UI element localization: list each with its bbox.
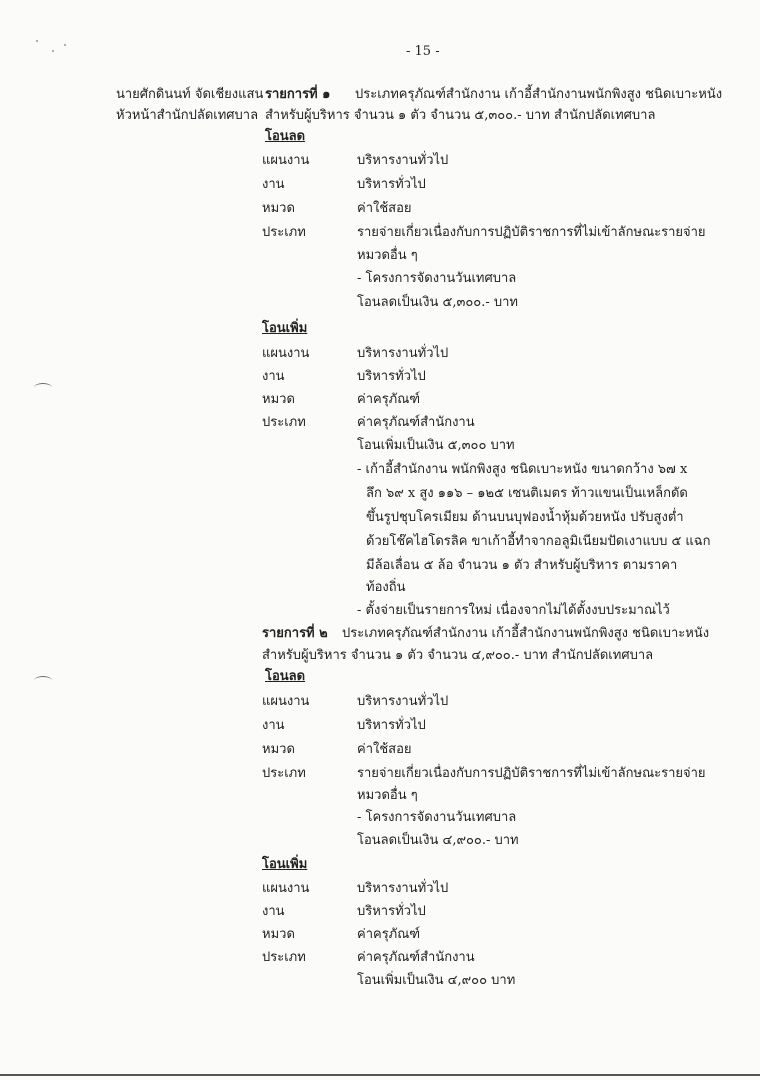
field-value: บริหารงานทั่วไป bbox=[357, 881, 449, 896]
add-amount: โอนเพิ่มเป็นเงิน ๔,๙๐๐ บาท bbox=[357, 973, 516, 988]
field-value: ค่าครุภัณฑ์ bbox=[357, 392, 421, 407]
field-value: ค่าครุภัณฑ์สำนักงาน bbox=[357, 415, 475, 430]
field-value: บริหารทั่วไป bbox=[357, 177, 426, 192]
field-value: ค่าใช้สอย bbox=[357, 201, 412, 216]
signer-name: นายศักดินนท์ จัดเชียงแสน bbox=[116, 87, 264, 102]
field-value: บริหารทั่วไป bbox=[357, 904, 426, 919]
item-description: ประเภทครุภัณฑ์สำนักงาน เก้าอี้สำนักงานพนักพิงสูง ชนิดเบาะหนัง bbox=[342, 626, 710, 641]
field-label: งาน bbox=[262, 718, 285, 733]
field-label: แผนงาน bbox=[262, 153, 310, 168]
field-value: ค่าครุภัณฑ์สำนักงาน bbox=[357, 950, 475, 965]
transfer-add-title: โอนเพิ่ม bbox=[262, 321, 308, 336]
field-label: หมวด bbox=[262, 392, 295, 407]
item-spec-line: - เก้าอี้สำนักงาน พนักพิงสูง ชนิดเบาะหนัง ขนาดกว้าง ๖๗ x bbox=[357, 462, 688, 477]
field-label: แผนงาน bbox=[262, 881, 310, 896]
cut-amount: โอนลดเป็นเงิน ๔,๙๐๐.- บาท bbox=[357, 833, 519, 848]
field-label: งาน bbox=[262, 904, 285, 919]
scan-speck bbox=[64, 44, 66, 46]
signer-position: หัวหน้าสำนักปลัดเทศบาล bbox=[116, 108, 259, 123]
item-label: รายการที่ ๑ bbox=[265, 87, 331, 102]
field-value: บริหารงานทั่วไป bbox=[357, 694, 449, 709]
field-value: บริหารทั่วไป bbox=[357, 718, 426, 733]
item-spec-line: ลึก ๖๙ x สูง ๑๑๖ – ๑๒๕ เซนติเมตร ท้าวแขนเป็นเหล็กดัด bbox=[366, 486, 688, 501]
transfer-add-title: โอนเพิ่ม bbox=[262, 857, 308, 872]
field-label: แผนงาน bbox=[262, 346, 310, 361]
scan-edge-line bbox=[0, 1074, 760, 1076]
punch-hole-mark bbox=[34, 676, 52, 685]
transfer-cut-title: โอนลด bbox=[265, 669, 306, 684]
field-label: ประเภท bbox=[262, 225, 306, 240]
scan-speck bbox=[52, 50, 54, 52]
field-label: งาน bbox=[262, 369, 285, 384]
field-label: ประเภท bbox=[262, 950, 306, 965]
field-value: บริหารงานทั่วไป bbox=[357, 346, 449, 361]
project-name: - โครงการจัดงานวันเทศบาล bbox=[357, 271, 517, 286]
page-number: - 15 - bbox=[406, 44, 440, 59]
project-name: - โครงการจัดงานวันเทศบาล bbox=[357, 810, 517, 825]
item-description-cont: สำหรับผู้บริหาร จำนวน ๑ ตัว จำนวน ๔,๙๐๐.- บาท สำนักปลัดเทศบาล bbox=[262, 648, 654, 663]
item-label: รายการที่ ๒ bbox=[262, 626, 328, 641]
field-value: รายจ่ายเกี่ยวเนื่องกับการปฏิบัติราชการที่ไม่เข้าลักษณะรายจ่าย bbox=[357, 766, 706, 781]
punch-hole-mark bbox=[34, 383, 52, 392]
cut-amount: โอนลดเป็นเงิน ๕,๓๐๐.- บาท bbox=[357, 295, 518, 310]
field-label: หมวด bbox=[262, 742, 295, 757]
scan-speck bbox=[36, 40, 38, 42]
field-value: ค่าครุภัณฑ์ bbox=[357, 927, 421, 942]
item-description-cont: สำหรับผู้บริหาร จำนวน ๑ ตัว จำนวน ๕,๓๐๐.- บาท สำนักปลัดเทศบาล bbox=[265, 108, 656, 123]
field-label: งาน bbox=[262, 177, 285, 192]
field-value: บริหารงานทั่วไป bbox=[357, 153, 449, 168]
field-value: ค่าใช้สอย bbox=[357, 742, 412, 757]
field-label: หมวด bbox=[262, 927, 295, 942]
item-spec-line: ด้วยโช๊คไฮโดรลิค ขาเก้าอี้ทำจากอลูมิเนียมปัดเงาแบบ ๕ แฉก bbox=[366, 534, 711, 549]
budget-note: - ตั้งจ่ายเป็นรายการใหม่ เนื่องจากไม่ได้ตั้งงบประมาณไว้ bbox=[357, 603, 670, 618]
field-label: ประเภท bbox=[262, 766, 306, 781]
field-value: รายจ่ายเกี่ยวเนื่องกับการปฏิบัติราชการที่ไม่เข้าลักษณะรายจ่าย bbox=[357, 225, 706, 240]
item-description: ประเภทครุภัณฑ์สำนักงาน เก้าอี้สำนักงานพนักพิงสูง ชนิดเบาะหนัง bbox=[355, 87, 723, 102]
field-label: หมวด bbox=[262, 201, 295, 216]
transfer-cut-title: โอนลด bbox=[265, 129, 306, 144]
add-amount: โอนเพิ่มเป็นเงิน ๕,๓๐๐ บาท bbox=[357, 438, 515, 453]
field-label: แผนงาน bbox=[262, 694, 310, 709]
field-value: บริหารทั่วไป bbox=[357, 369, 426, 384]
item-spec-line: ขึ้นรูปชุบโครเมียม ด้านบนบุฟองน้ำหุ้มด้วยหนัง ปรับสูงต่ำ bbox=[366, 510, 684, 525]
item-spec-line: ท้องถิ่น bbox=[366, 580, 406, 595]
field-value-cont: หมวดอื่น ๆ bbox=[357, 788, 418, 803]
field-label: ประเภท bbox=[262, 415, 306, 430]
field-value-cont: หมวดอื่น ๆ bbox=[357, 248, 418, 263]
item-spec-line: มีล้อเลื่อน ๕ ล้อ จำนวน ๑ ตัว สำหรับผู้บริหาร ตามราคา bbox=[366, 558, 678, 573]
